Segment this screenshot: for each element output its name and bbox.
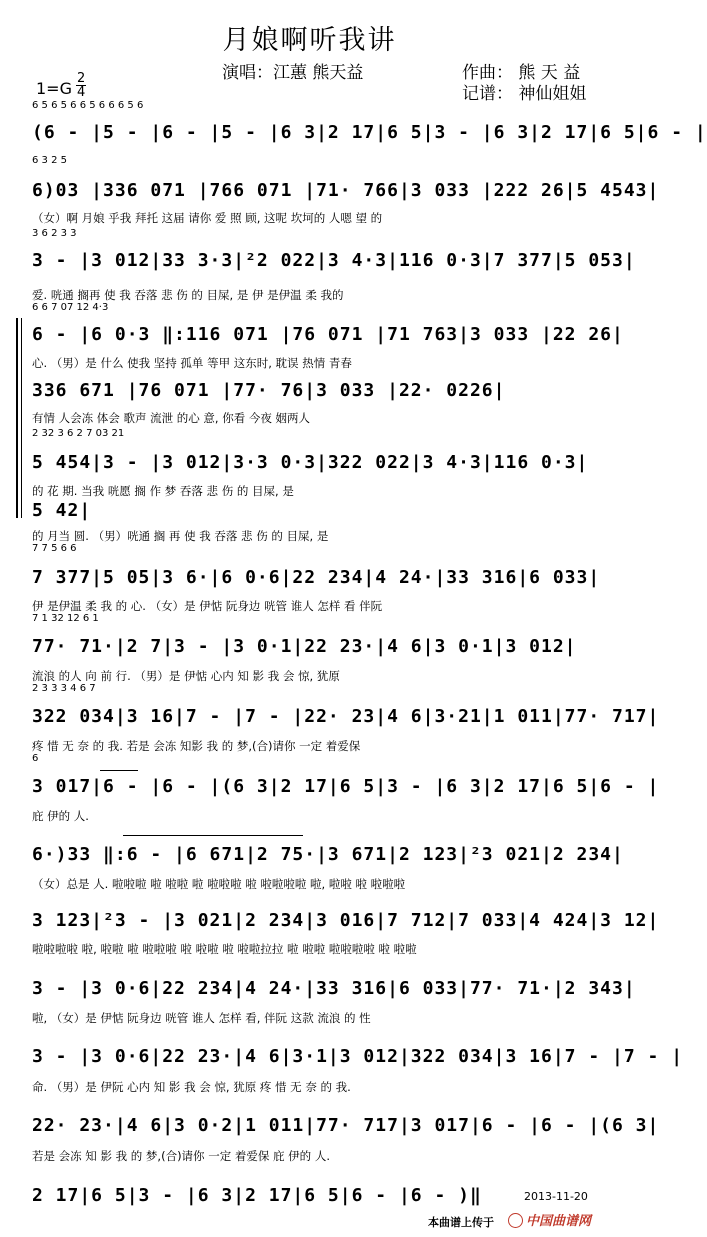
chord-line: 7 1 32 12 6 1 [32, 613, 99, 624]
system-brace-inner-1 [21, 318, 22, 518]
score-notation-line: 2 17|6 5|3 - |6 3|2 17|6 5|6 - |6 - )‖ [32, 1185, 482, 1206]
chord-line: 6 3 2 5 [32, 155, 67, 166]
lyric-line: 流浪 的人 向 前 行. （男）是 伊惦 心内 知 影 我 会 惊, 犹原 [32, 669, 340, 683]
chord-line: 6 5 6 5 6 6 5 6 6 6 5 6 [32, 100, 144, 111]
lyric-line: 心. （男）是 什么 使我 坚持 孤单 等甲 这东时, 耽误 热情 青春 [32, 356, 352, 370]
upload-note: 本曲谱上传于 [428, 1216, 494, 1229]
chord-line: 6 6 7 07 12 4·3 [32, 302, 109, 313]
site-brand: 中国曲谱网 [526, 1214, 592, 1229]
lyric-line: 若是 会冻 知 影 我 的 梦,(合)请你 一定 着爱保 庇 伊的 人. [32, 1149, 330, 1163]
singer-credit: 演唱：江蕙 熊天益 [222, 63, 364, 83]
site-logo [508, 1210, 591, 1229]
score-notation-line: 22· 23·|4 6|3 0·2|1 011|77· 717|3 017|6 - |6 - |(6 3| [32, 1115, 660, 1136]
score-notation-line: 336 671 |76 071 |77· 76|3 033 |22· 0226| [32, 380, 506, 401]
chord-line: 2 3 3 3 4 6 7 [32, 683, 96, 694]
lyric-line: 啦啦啦啦 啦, 啦啦 啦 啦啦啦 啦 啦啦 啦 啦啦拉拉 啦 啦啦 啦啦啦啦 啦 啦啦 [32, 942, 417, 956]
score-notation-line: 3 - |3 0·6|22 23·|4 6|3·1|3 012|322 034|3 16|7 - |7 - | [32, 1046, 684, 1067]
score-notation-line: 3 017|6 - |6 - |(6 3|2 17|6 5|3 - |6 3|2 17|6 5|6 - | [32, 776, 660, 797]
score-notation-line: 322 034|3 16|7 - |7 - |22· 23|4 6|3·21|1 011|77· 717| [32, 706, 660, 727]
score-notation-line: 3 - |3 0·6|22 234|4 24·|33 316|6 033|77· 71·|2 343| [32, 978, 636, 999]
time-numerator: 2 [77, 71, 86, 86]
lyric-line: 的 花 期. 当我 咣愿 搁 作 梦 吞落 悲 伤 的 目屎, 是 [32, 484, 294, 498]
score-notation-line: 6 - |6 0·3 ‖:116 071 |76 071 |71 763|3 033 |22 26| [32, 324, 624, 345]
lyric-line: （女）总是 人. 啦啦啦 啦 啦啦 啦 啦啦啦 啦 啦啦啦啦 啦, 啦啦 啦 啦啦啦 [32, 877, 406, 891]
score-notation-line: 7 377|5 05|3 6·|6 0·6|22 234|4 24·|33 316|6 033| [32, 567, 601, 588]
composer-credit: 作曲： 熊 天 益 [462, 63, 581, 83]
time-signature [76, 72, 86, 99]
volta-bar-2 [123, 835, 303, 836]
volta-bar [100, 770, 138, 771]
chord-line: 3 6 2 3 3 [32, 228, 77, 239]
lyric-line: 伊 是伊温 柔 我 的 心. （女）是 伊惦 阮身边 咣管 谁人 怎样 看 伴阮 [32, 599, 383, 613]
transcriber-credit: 记谱： 神仙姐姐 [462, 84, 587, 104]
score-notation-line: 6)03 |336 071 |766 071 |71· 766|3 033 |222 26|5 4543| [32, 180, 660, 201]
score-notation-line: 77· 71·|2 7|3 - |3 0·1|22 23·|4 6|3 0·1|3 012| [32, 636, 577, 657]
chord-line: 7 7 5 6 6 [32, 543, 77, 554]
lyric-line: 疼 惜 无 奈 的 我. 若是 会冻 知影 我 的 梦,(合)请你 一定 着爱保 [32, 739, 361, 753]
key-label: 1=G [36, 79, 72, 98]
score-notation-line: (6 - |5 - |6 - |5 - |6 3|2 17|6 5|3 - |6 3|2 17|6 5|6 - | [32, 122, 707, 143]
logo-icon [508, 1213, 523, 1228]
lyric-line: （女）啊 月娘 乎我 拜托 这届 请你 爱 照 顾, 这呢 坎坷的 人嗯 望 的 [32, 211, 383, 225]
chord-line: 2 32 3 6 2 7 03 21 [32, 428, 125, 439]
lyric-line: 的 月当 圆. （男）咣通 搁 再 使 我 吞落 悲 伤 的 目屎, 是 [32, 529, 329, 543]
lyric-line: 命. （男）是 伊阮 心内 知 影 我 会 惊, 犹原 疼 惜 无 奈 的 我. [32, 1080, 351, 1094]
score-notation-line: 6·)33 ‖:6 - |6 671|2 75·|3 671|2 123|²3 021|2 234| [32, 844, 624, 865]
song-title: 月娘啊听我讲 [222, 25, 397, 56]
score-notation-line: 3 123|²3 - |3 021|2 234|3 016|7 712|7 033|4 424|3 12| [32, 910, 660, 931]
lyric-line: 庇 伊的 人. [32, 809, 89, 823]
chord-line: 6 [32, 753, 39, 764]
lyric-line: 啦, （女）是 伊惦 阮身边 咣管 谁人 怎样 看, 伴阮 这款 流浪 的 性 [32, 1011, 371, 1025]
score-notation-line: 3 - |3 012|33 3·3|²2 022|3 4·3|116 0·3|7 377|5 053| [32, 250, 636, 271]
lyric-line: 爱. 咣通 搁再 使 我 吞落 悲 伤 的 目屎, 是 伊 是伊温 柔 我的 [32, 288, 344, 302]
key-signature [36, 79, 72, 98]
system-brace-1 [16, 318, 18, 518]
upload-date: 2013-11-20 [524, 1190, 588, 1203]
time-denominator: 4 [77, 85, 86, 100]
score-notation-line: 5 454|3 - |3 012|3·3 0·3|322 022|3 4·3|116 0·3| [32, 452, 589, 473]
score-notation-line: 5 42| [32, 500, 92, 521]
lyric-line: 有情 人会冻 体会 歌声 流泄 的心 意, 你看 今夜 姻两人 [32, 411, 311, 425]
